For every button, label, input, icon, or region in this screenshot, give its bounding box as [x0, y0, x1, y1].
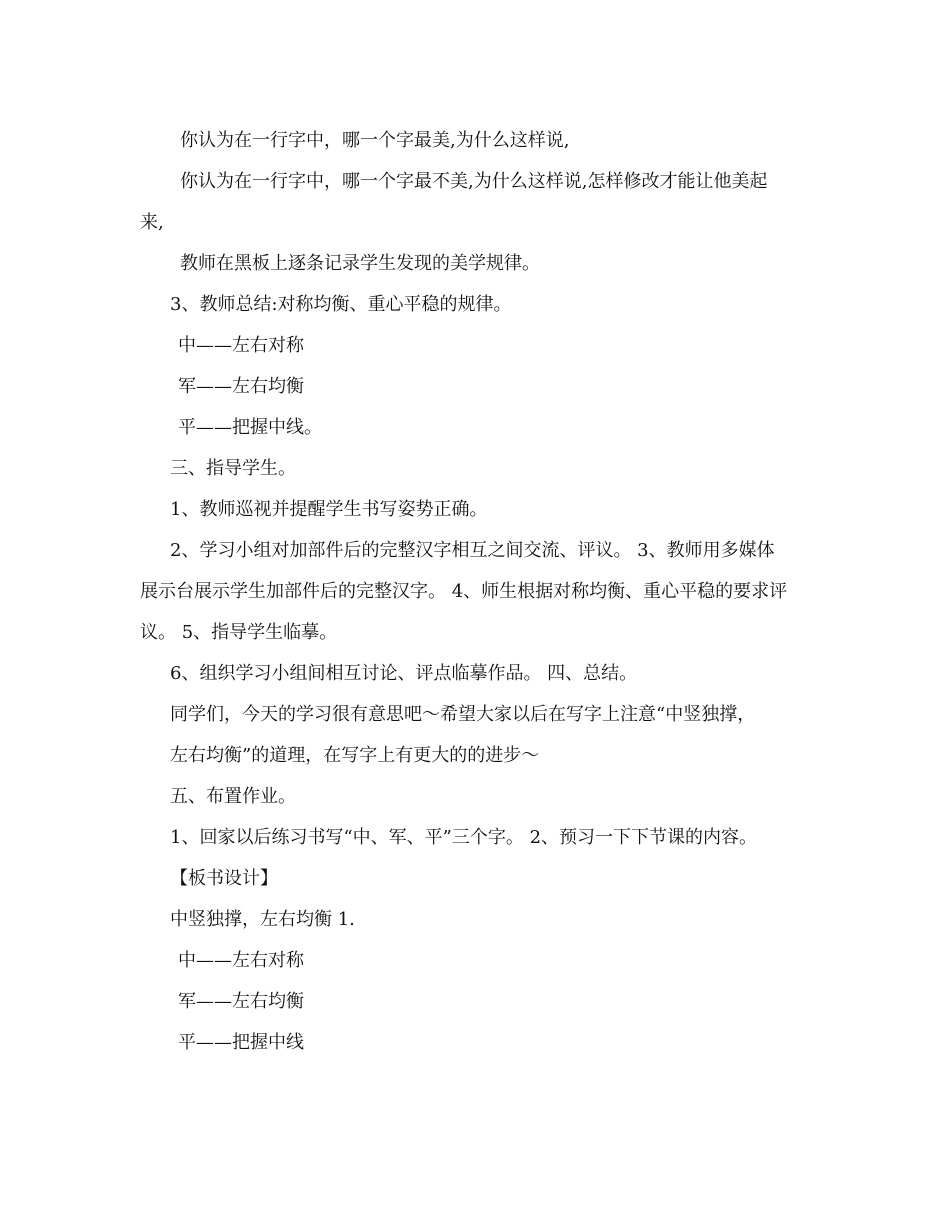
- paragraph-line: 6、组织学习小组间相互讨论、评点临摹作品。 四、总结。: [170, 663, 638, 684]
- paragraph-line: 1、回家以后练习书写“中、军、平”三个字。 2、预习一下下节课的内容。: [170, 827, 758, 848]
- section-heading: 三、指导学生。: [170, 458, 296, 479]
- paragraph-line: 中竖独撑，左右均衡 1.: [170, 909, 355, 930]
- paragraph-line: 来,: [140, 212, 164, 233]
- paragraph-line: 1、教师巡视并提醒学生书写姿势正确。: [170, 499, 488, 520]
- paragraph-line: 你认为在一行字中，哪一个字最美,为什么这样说,: [180, 130, 570, 151]
- paragraph-line: 展示台展示学生加部件后的完整汉字。 4、师生根据对称均衡、重心平稳的要求评: [140, 581, 788, 602]
- paragraph-line: 平——把握中线。: [178, 417, 322, 438]
- board-design-heading: 【板书设计】: [170, 868, 278, 889]
- paragraph-line: 军——左右均衡: [178, 376, 304, 397]
- paragraph-line: 议。 5、指导学生临摹。: [140, 622, 338, 643]
- document-body: [140, 120, 820, 1063]
- paragraph-line: 军——左右均衡: [178, 991, 304, 1012]
- paragraph-line: 同学们，今天的学习很有意思吧～希望大家以后在写字上注意“中竖独撑，: [170, 704, 756, 725]
- paragraph-line: 你认为在一行字中，哪一个字最不美,为什么这样说,怎样修改才能让他美起: [180, 171, 768, 192]
- paragraph-line: 中——左右对称: [178, 950, 304, 971]
- paragraph-line: 左右均衡”的道理，在写字上有更大的的进步～: [170, 745, 540, 766]
- paragraph-line: 中——左右对称: [178, 335, 304, 356]
- section-heading: 五、布置作业。: [170, 786, 296, 807]
- paragraph-line: 平——把握中线: [178, 1032, 304, 1053]
- paragraph-line: 3、教师总结:对称均衡、重心平稳的规律。: [170, 294, 512, 315]
- paragraph-line: 2、学习小组对加部件后的完整汉字相互之间交流、评议。 3、教师用多媒体: [170, 540, 775, 561]
- paragraph-line: 教师在黑板上逐条记录学生发现的美学规律。: [180, 253, 540, 274]
